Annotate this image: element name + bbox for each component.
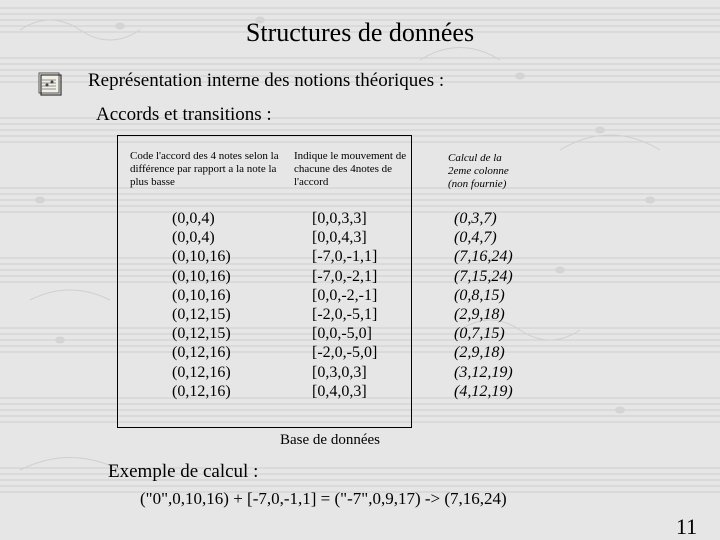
column-computed [454, 209, 513, 401]
table-caption: Base de données [280, 432, 380, 448]
table-cell: (0,8,15) [454, 286, 505, 304]
example-formula: ("0",0,10,16) + [-7,0,-1,1] = ("-7",0,9,17) -> (7,16,24) [140, 489, 507, 508]
table-cell: [0,4,0,3] [312, 382, 367, 400]
column-movement [312, 209, 377, 401]
table-cell: (2,9,18) [454, 306, 505, 324]
table-cell: (0,12,16) [172, 344, 231, 362]
example-label: Exemple de calcul : [108, 461, 259, 482]
table-cell: (0,10,16) [172, 248, 231, 266]
section-title: Accords et transitions : [96, 104, 272, 125]
table-cell: (0,12,16) [172, 363, 231, 381]
page-number: 11 [676, 514, 698, 539]
table-cell: [-2,0,-5,1] [312, 306, 378, 324]
table-cell: [0,0,4,3] [312, 229, 367, 247]
table-cell: (0,10,16) [172, 267, 231, 285]
table-cell: (0,3,7) [454, 210, 497, 227]
column-chord-code [172, 209, 231, 401]
table-cell: [-2,0,-5,0] [312, 344, 378, 362]
slide-title: Structures de données [245, 18, 475, 47]
table-cell: (0,12,16) [172, 382, 231, 400]
table-cell: (0,0,4) [172, 210, 215, 227]
table-cell: [0,0,-2,-1] [312, 286, 378, 304]
column-header-movement: Indique le mouvement de chacune des 4notes de l'accord [294, 150, 407, 188]
table-cell: [0,0,3,3] [312, 210, 367, 227]
table-cell: [0,3,0,3] [312, 363, 367, 381]
table-cell: (0,7,15) [454, 325, 505, 343]
table-cell: (2,9,18) [454, 344, 505, 362]
column-header-computed: Calcul de la 2eme colonne (non fournie) [448, 152, 509, 190]
table-cell: [-7,0,-2,1] [312, 267, 378, 285]
column-header-chord-code: Code l'accord des 4 notes selon la différence par rapport a la note la plus basse [130, 150, 279, 188]
table-cell: [0,0,-5,0] [312, 325, 372, 343]
sheet-music-bullet-icon [38, 72, 62, 96]
table-cell: (3,12,19) [454, 363, 513, 381]
table-cell: (0,4,7) [454, 229, 497, 247]
subtitle: Représentation interne des notions théoriques : [88, 70, 445, 91]
table-cell: [-7,0,-1,1] [312, 248, 378, 266]
table-cell: (7,16,24) [454, 248, 513, 266]
table-cell: (7,15,24) [454, 267, 513, 285]
table-cell: (4,12,19) [454, 382, 513, 400]
table-cell: (0,12,15) [172, 306, 231, 324]
table-cell: (0,10,16) [172, 286, 231, 304]
table-cell: (0,0,4) [172, 229, 215, 247]
table-cell: (0,12,15) [172, 325, 231, 343]
